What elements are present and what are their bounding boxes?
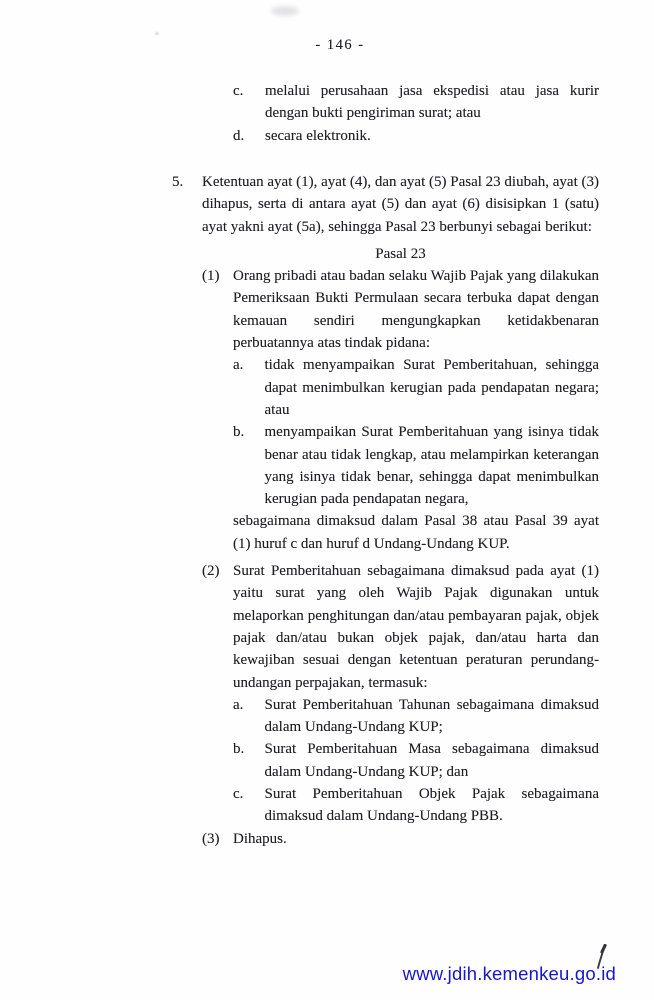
ayat-text: Dihapus. [233,830,287,847]
list-item [233,125,599,147]
ayat-text: Surat Pemberitahuan sebagaimana dimaksud pada ayat (1) yaitu surat yang oleh Wajib Pajak digunakan untuk melaporkan penghitungan dan/atau pembayaran pajak, objek pajak dan/atau bukan objek pajak, dan/atau harta dan kewajiban sesuai dengan ketentuan peraturan perundang-undangan perpajakan, termasuk: [233,563,599,691]
sub-item-text: Surat Pemberitahuan Objek Pajak sebagaimana dimaksud dalam Undang-Undang PBB. [264,786,599,825]
ayat-text: Orang pribadi atau badan selaku Wajib Pajak yang dilakukan Pemeriksaan Bukti Permulaan secara terbuka dapat dengan kemauan sendiri mengungkapkan ketidakbenaran perbuatannya atas tindak pidana: [233,268,599,352]
ayat-1-sub-a [233,354,599,421]
sub-item-text: menyampaikan Surat Pemberitahuan yang isinya tidak benar atau tidak lengkap, atau melampirkan keterangan yang isinya tidak benar, sehingga dapat menimbulkan kerugian pada pendapatan negara, [264,424,599,508]
ayat-closing-text: sebagaimana dimaksud dalam Pasal 38 atau Pasal 39 ayat (1) huruf c dan huruf d Undang-Undang KUP. [233,513,599,552]
article-heading: Pasal 23 [375,245,426,262]
sub-item-marker: b. [233,424,245,441]
ayat-1-sub-b [233,421,599,510]
list-c-d [233,80,599,147]
sub-item-marker: a. [233,357,244,374]
ayat-1 [202,265,599,555]
ayat-2-sub-c [233,783,599,828]
ayat-body [233,265,599,555]
item-body [202,171,599,850]
sub-item-marker: b. [233,741,245,758]
list-item-marker: d. [233,127,245,144]
ayat-marker: (3) [202,830,220,847]
numbered-item-5 [172,171,599,850]
ayat-body [233,560,599,828]
sub-item-marker: c. [233,786,244,803]
sub-item-text: tidak menyampaikan Surat Pemberitahuan, sehingga dapat menimbulkan kerugian pada pendapatan negara; atau [264,357,599,418]
ayat-2 [202,560,599,828]
footer-url-link[interactable]: www.jdih.kemenkeu.go.id [402,963,616,984]
list-item [233,80,599,125]
sub-item-text: Surat Pemberitahuan Masa sebagaimana dimaksud dalam Undang-Undang KUP; dan [264,741,599,780]
scan-smudge-artifact [271,6,299,16]
ayat-marker: (2) [202,563,220,580]
ayat-2-sub-b [233,738,599,783]
ayat-marker: (1) [202,268,220,285]
sub-item-marker: a. [233,696,244,713]
item-number-marker: 5. [172,174,184,190]
sub-item-text: Surat Pemberitahuan Tahunan sebagaimana dimaksud dalam Undang-Undang KUP; [264,696,599,736]
ayat-3 [202,828,599,850]
ayat-body [233,828,599,850]
list-item-text: melalui perusahaan jasa ekspedisi atau jasa kurir dengan bukti pengiriman surat; atau [265,83,599,122]
list-item-text: secara elektronik. [265,127,371,144]
item-intro-text: Ketentuan ayat (1), ayat (4), dan ayat (5) Pasal 23 diubah, ayat (3) dihapus, serta di antara ayat (5) dan ayat (6) disisipkan 1 (satu) ayat yakni ayat (5a), sehingga Pasal 23 berbunyi sebagai berikut: [202,174,599,235]
ayat-2-sub-a [233,694,599,739]
list-item-marker: c. [233,83,244,99]
page-number: - 146 - [315,37,365,53]
